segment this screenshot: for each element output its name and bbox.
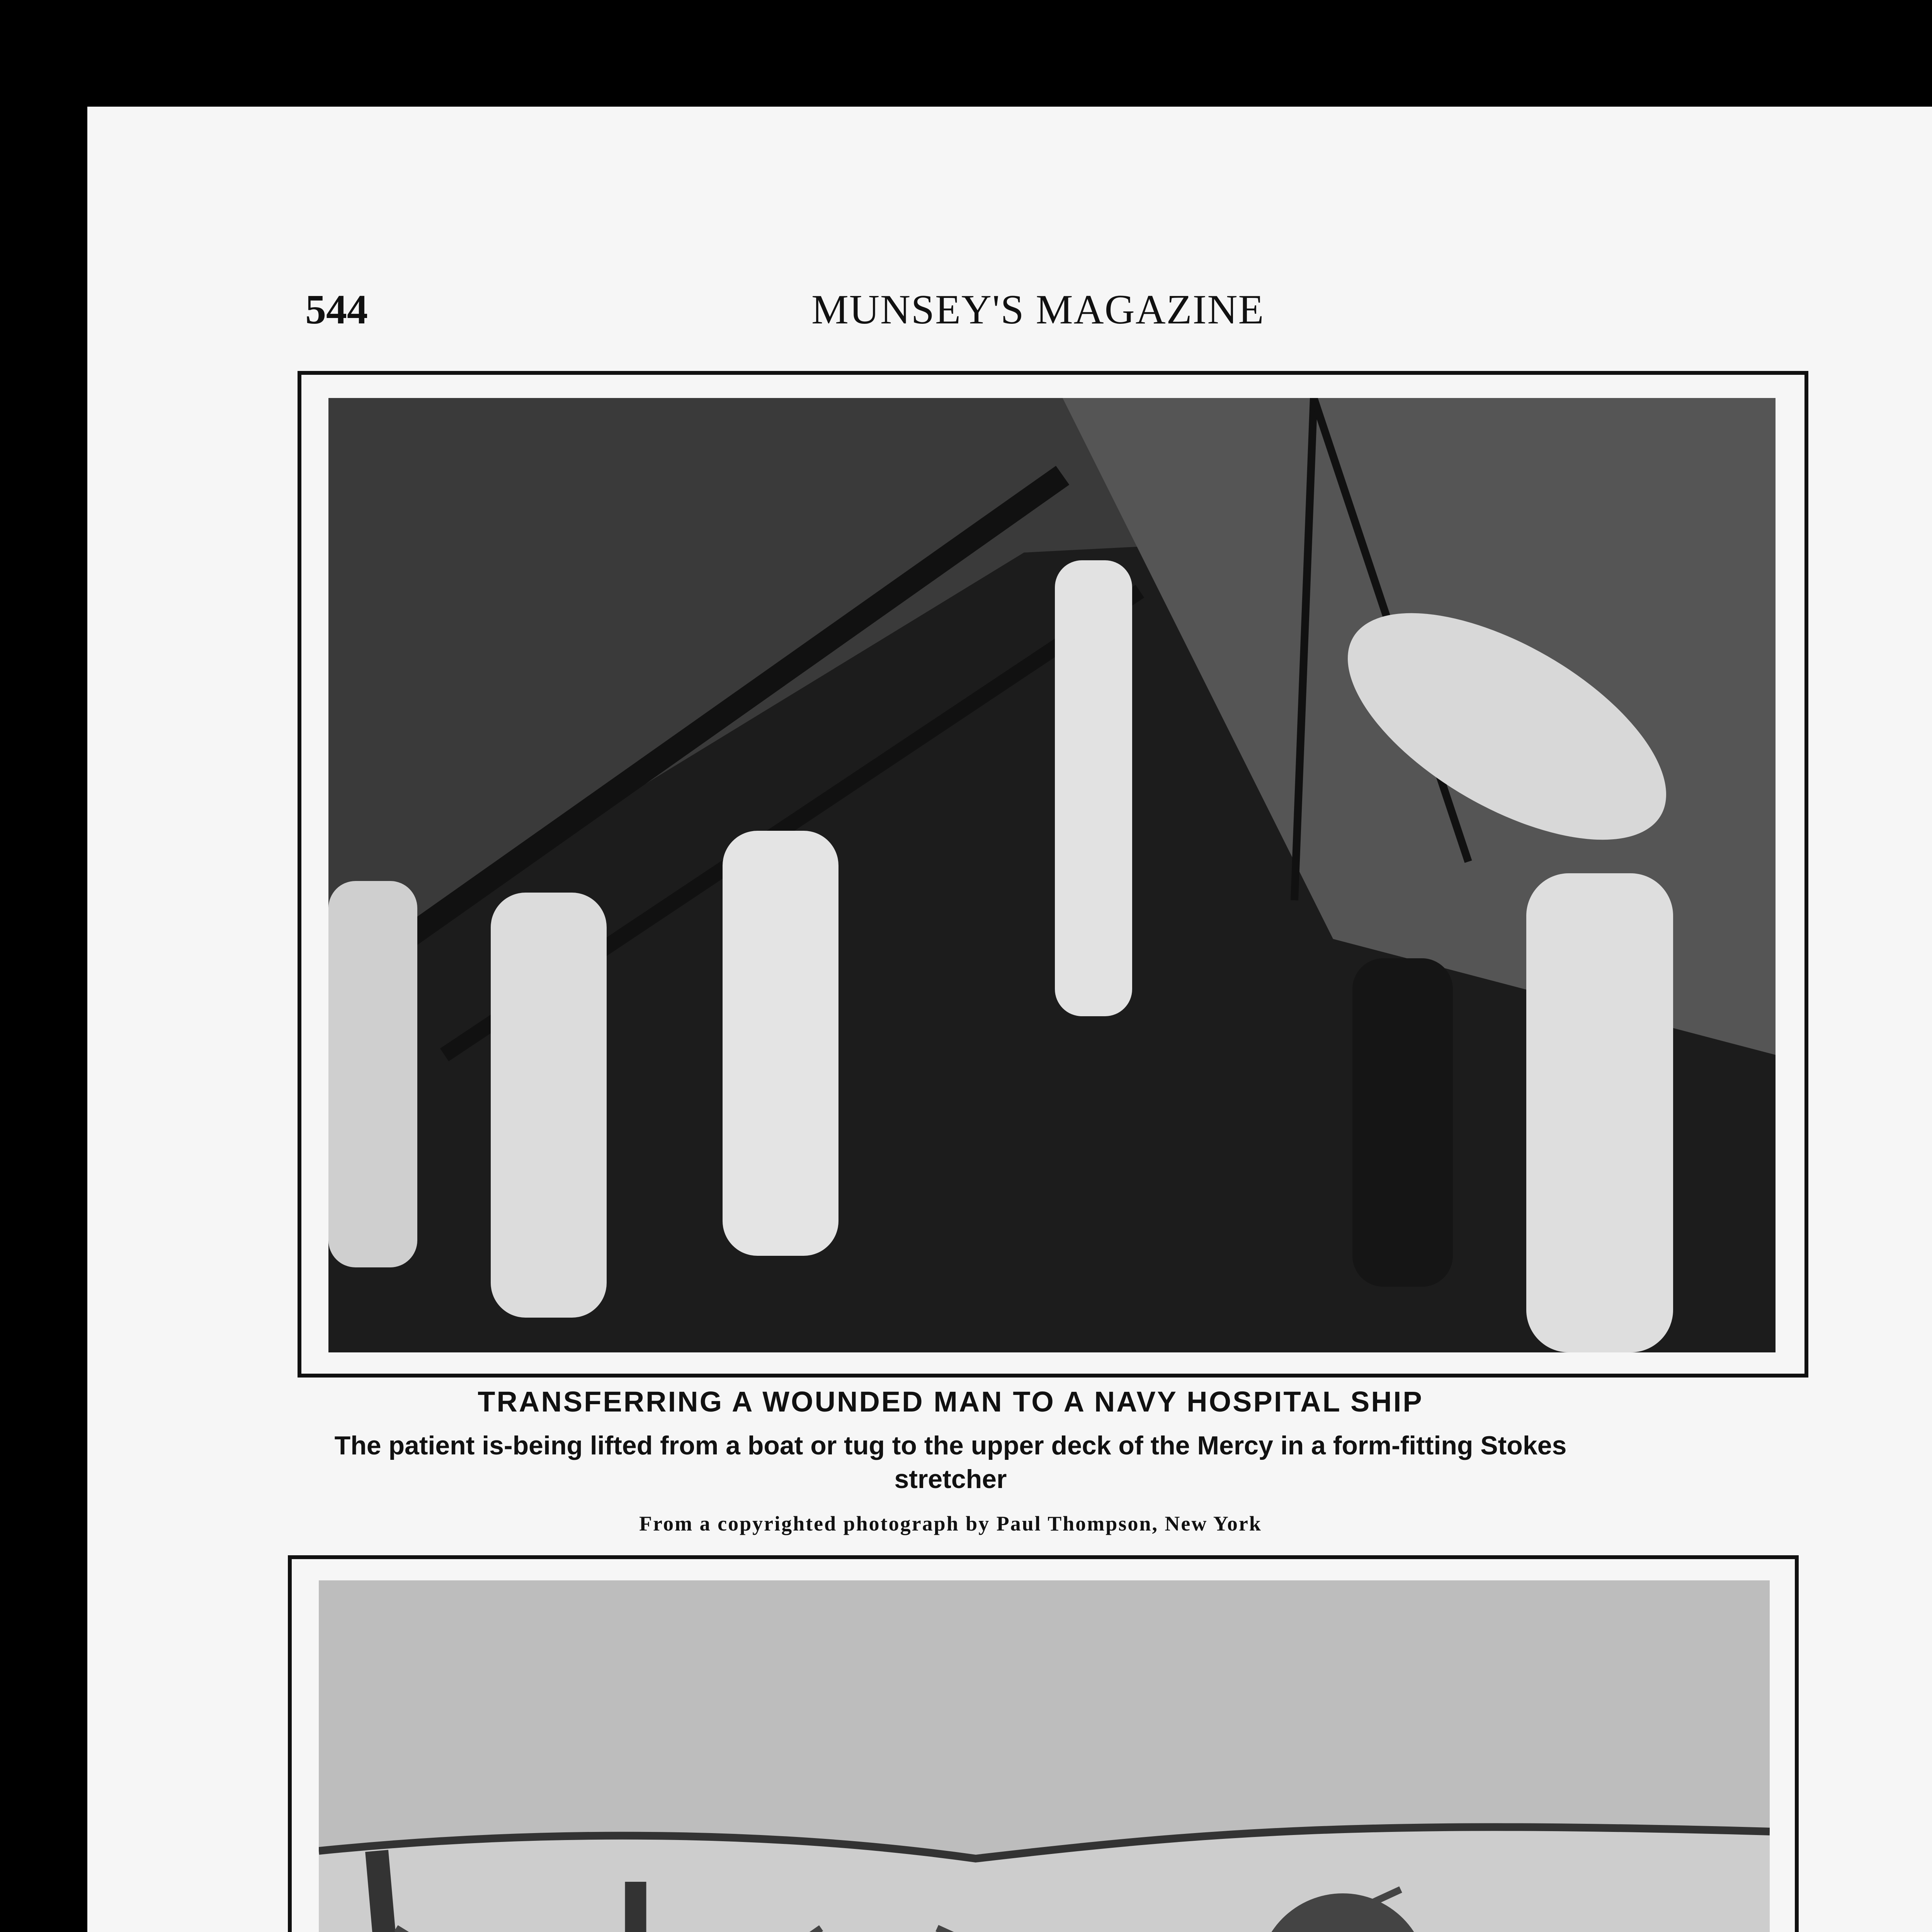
photo-hospital-ship — [328, 398, 1776, 1352]
page-number: 544 — [305, 287, 368, 333]
magazine-title: MUNSEY'S MAGAZINE — [811, 287, 1265, 333]
photo-description: The patient is-being lifted from a boat or tug to the upper deck of the Mercy in a form-fitting Stokes stretcher — [334, 1431, 1567, 1494]
photo-title: TRANSFERRING A WOUNDED MAN TO A NAVY HOSPITAL SHIP — [478, 1386, 1423, 1418]
photo-credit: From a copyrighted photograph by Paul Thompson, New York — [639, 1512, 1262, 1536]
photo-airmen — [319, 1580, 1770, 1932]
caption-hospital-ship — [294, 1385, 1607, 1536]
